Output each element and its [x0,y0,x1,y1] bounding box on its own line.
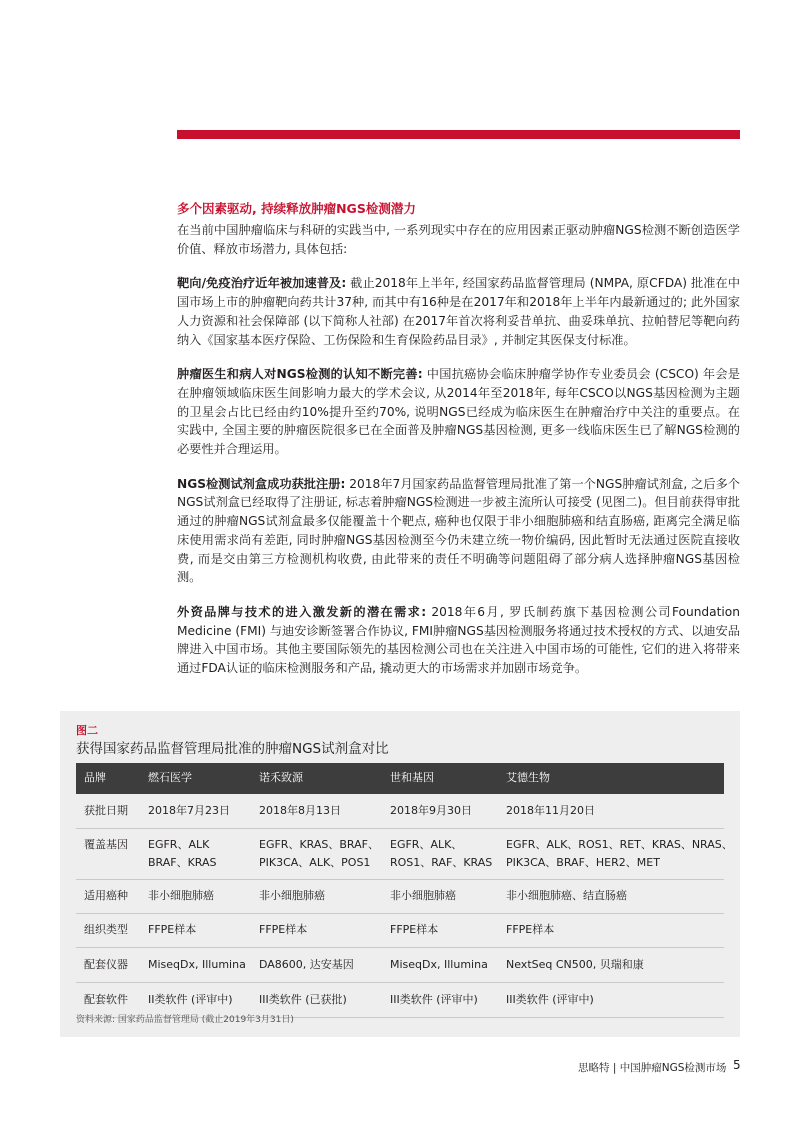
row-label: 适用癌种 [84,889,128,902]
paragraph-text: 中国抗癌协会临床肿瘤学协作专业委员会 (CSCO) 年会是在肿瘤领域临床医生间影响力最大的学术会议, 从2014年至2018年, 每年CSCO以NGS基因检测为主题的卫星会占比已经由约10%提升至约70%, 说明NGS已经成为临床医生在肿瘤治疗中关注的重要点。在实践中, 全国主要的肿瘤医院很多已在全面普及肿瘤NGS基因检测, 更多一线临床医生已了解NGS检测的必要性并合理运用。 [177,367,740,457]
article-body [177,201,740,678]
footer-publication: 思略特 | 中国肿瘤NGS检测市场 [578,1062,727,1074]
table-cell: PIK3CA、ALK、POS1 [259,856,371,869]
row-label: 组织类型 [84,923,128,936]
table-cell: DA8600, 达安基因 [259,958,354,971]
paragraph-lead: 靶向/免疫治疗近年被加速普及: [177,276,347,291]
table-cell: NextSeq CN500, 贝瑞和康 [506,958,644,971]
paragraph-text: 2018年6月, 罗氏制药旗下基因检测公司Foundation Medicine (FMI) 与迪安诊断签署合作协议, FMI肿瘤NGS基因检测服务将通过技术授权的方式、以迪安品牌进入中国市场。其他主要国际领先的基因检测公司也在关注进入中国市场的可能性, 它们的进入将带来通过FDA认证的临床检测服务和产品, 撬动更大的市场需求并加剧市场竞争。 [177,604,740,676]
table-row [76,914,724,948]
paragraph-foreign-brands [177,603,740,678]
table-cell: MiseqDx, Illumina [390,958,488,971]
table-cell: ROS1、RAF、KRAS [390,856,493,869]
table-cell: 2018年9月30日 [390,804,472,817]
table-cell: III类软件 (评审中) [506,993,594,1006]
top-accent-bar [177,130,740,139]
table-header-cell: 诺禾致源 [259,771,303,784]
table-cell: BRAF、KRAS [148,856,217,869]
figure-box [60,711,740,1037]
figure-label: 图二 [76,724,98,737]
table-cell: 非小细胞肺癌 [390,889,456,902]
table-cell: FFPE样本 [506,923,555,936]
paragraph-text: 2018年7月国家药品监督管理局批准了第一个NGS肿瘤试剂盒, 之后多个NGS试剂盒已经取得了注册证, 标志着肿瘤NGS检测进一步被主流所认可接受 (见图二)。但目前获得审批通过的肿瘤NGS试剂盒最多仅能覆盖十个靶点, 癌种也仅限于非小细胞肺癌和结直肠癌, 距离完全满足临床使用需求尚有差距, 同时肿瘤NGS基因检测至今仍未建立统一物价编码, 因此暂时无法通过医院直接收费, 而是交由第三方检测机构收费, 由此带来的责任不明确等问题阻碍了部分病人选择肿瘤NGS基因检测。 [177,476,740,585]
table-header-cell: 燃石医学 [148,771,192,784]
section-heading: 多个因素驱动, 持续释放肿瘤NGS检测潜力 [177,201,416,216]
table-cell: 非小细胞肺癌 [148,889,214,902]
table-cell: MiseqDx, Illumina [148,958,246,971]
table-header-cell: 世和基因 [390,771,434,784]
table-cell: 2018年11月20日 [506,804,595,817]
table-cell: 非小细胞肺癌 [259,889,325,902]
table-row [76,829,733,880]
table-row [76,794,724,829]
table-cell: EGFR、KRAS、BRAF、 [259,838,379,851]
paragraph-text: 截止2018年上半年, 经国家药品监督管理局 (NMPA, 原CFDA) 批准在中国市场上市的肿瘤靶向药共计37种, 而其中有16种是在2017年和2018年上半年内最新通过的; 此外国家人力资源和社会保障部 (以下简称人社部) 在2017年首次将利妥昔单抗、曲妥珠单抗、拉帕替尼等靶向药纳入《国家基本医疗保险、工伤保险和生育保险药品目录》, 并制定其医保支付标准。 [177,276,741,347]
intro-paragraph: 在当前中国肿瘤临床与科研的实践当中, 一系列现实中存在的应用因素正驱动肿瘤NGS检测不断创造医学价值、释放市场潜力, 具体包括: [177,223,740,256]
row-label: 配套仪器 [84,958,128,971]
table-cell: III类软件 (已获批) [259,993,347,1006]
paragraph-targeted-therapy [177,274,740,349]
paragraph-kit-approval [177,475,740,587]
table-cell: II类软件 (评审中) [148,993,233,1006]
paragraph-lead: NGS检测试剂盒成功获批注册: [177,476,346,491]
table-cell: EGFR、ALK、ROS1、RET、KRAS、NRAS、 [506,838,733,851]
figure-title: 获得国家药品监督管理局批准的肿瘤NGS试剂盒对比 [76,741,389,757]
table-row [76,948,724,983]
table-cell: EGFR、ALK、 [390,838,463,851]
table-cell: FFPE样本 [259,923,308,936]
table-cell: FFPE样本 [148,923,197,936]
row-label: 覆盖基因 [84,838,128,851]
table-cell: EGFR、ALK [148,838,210,851]
row-label: 获批日期 [84,804,128,817]
figure-source: 资料来源: 国家药品监督管理局 (截止2019年3月31日) [76,1015,294,1025]
table-header-cell: 艾德生物 [506,771,550,784]
page-number: 5 [733,1058,741,1072]
table-cell: FFPE样本 [390,923,439,936]
row-label: 配套软件 [84,993,128,1006]
table-row [76,880,724,914]
table-cell: PIK3CA、BRAF、HER2、MET [506,856,660,869]
table-cell: III类软件 (评审中) [390,993,478,1006]
paragraph-lead: 外资品牌与技术的进入激发新的潜在需求: [177,604,427,619]
paragraph-lead: 肿瘤医生和病人对NGS检测的认知不断完善: [177,367,423,382]
table-cell: 2018年8月13日 [259,804,341,817]
table-cell: 2018年7月23日 [148,804,230,817]
comparison-table [76,763,733,1018]
table-cell: 非小细胞肺癌、结直肠癌 [506,889,627,902]
paragraph-awareness [177,365,740,459]
table-header-row [76,763,724,794]
table-header-cell: 品牌 [84,771,106,784]
